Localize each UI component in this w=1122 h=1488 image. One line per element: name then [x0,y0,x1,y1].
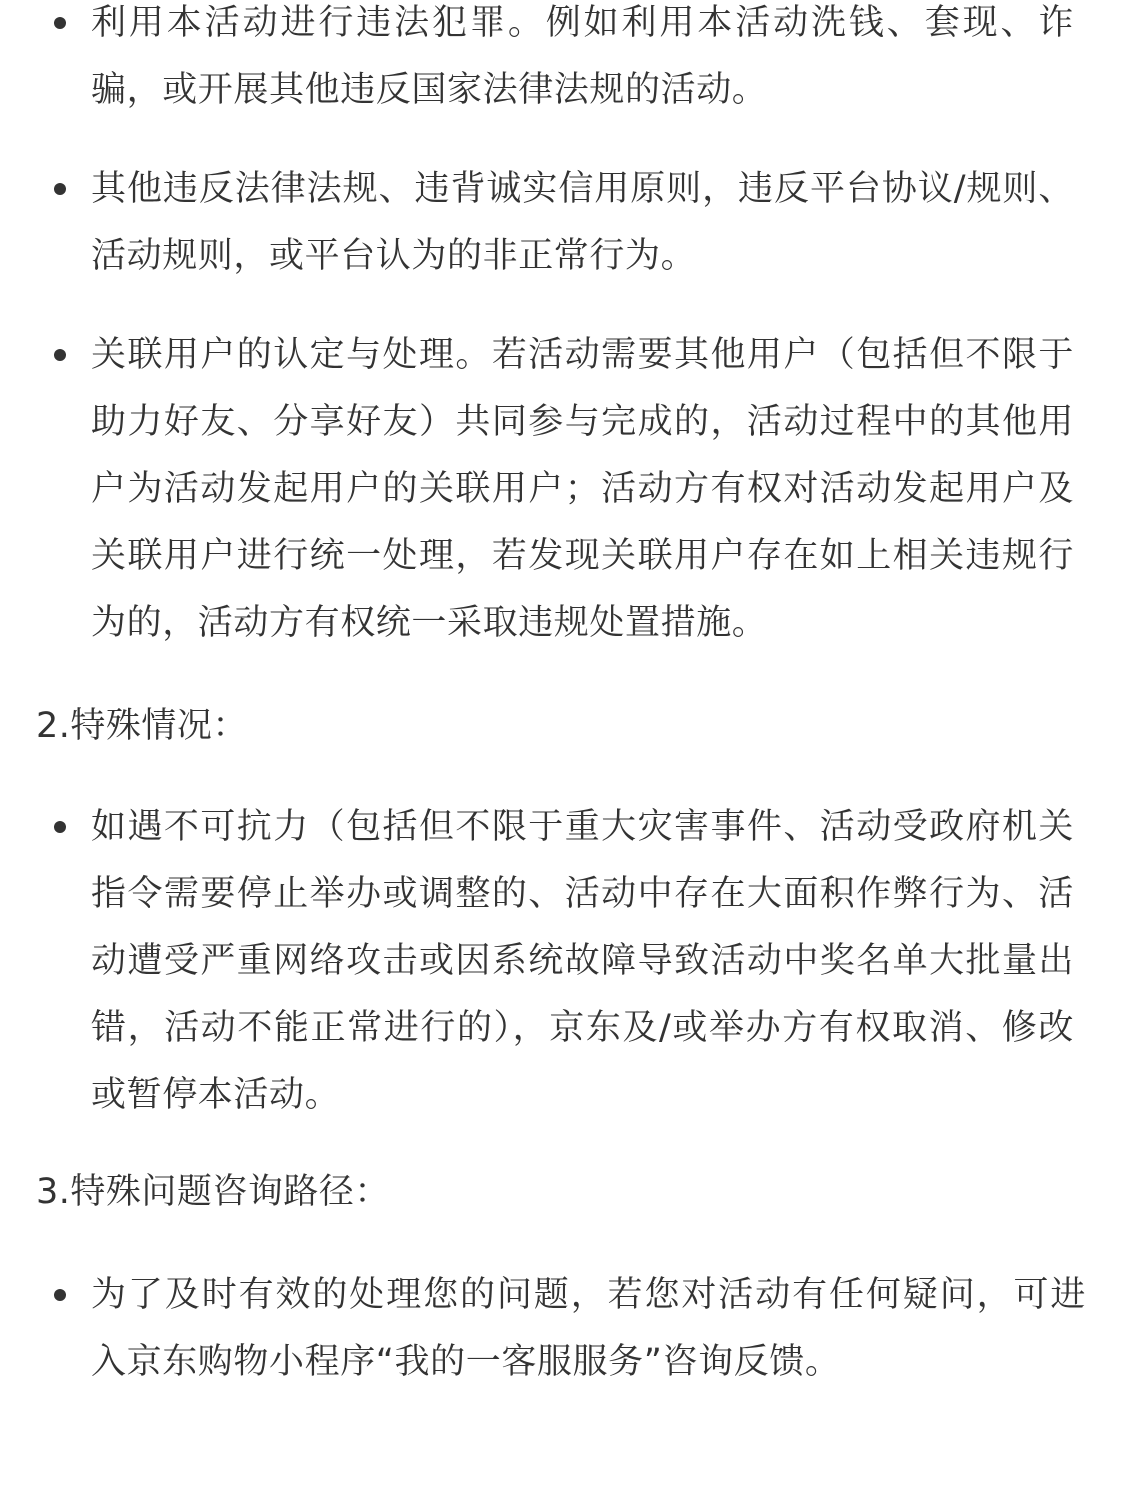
list-item [38,0,1086,124]
list-item-text: 其他违反法律法规、违背诚实信用原则，违反平台协议/规则、活动规则，或平台认为的非正常行为。 [91,169,1074,276]
bullet-icon [54,349,66,361]
section-heading-consult-path: 3.特殊问题咨询路径： [36,1172,390,1212]
bullet-icon [54,17,66,29]
section-heading-special-cases: 2.特殊情况： [36,706,248,746]
list-item [38,156,1086,290]
bullet-icon [54,821,66,833]
bullet-icon [54,183,66,195]
section2-list [38,794,1086,1129]
list-item-text: 如遇不可抗力（包括但不限于重大灾害事件、活动受政府机关指令需要停止举办或调整的、活动中存在大面积作弊行为、活动遭受严重网络攻击或因系统故障导致活动中奖名单大批量出错，活动不能正常进行的），京东及/或举办方有权取消、修改或暂停本活动。 [91,807,1074,1115]
list-item [38,1262,1098,1396]
list-item-text: 为了及时有效的处理您的问题，若您对活动有任何疑问，可进入京东购物小程序“我的一客服服务”咨询反馈。 [91,1275,1086,1382]
list-item [38,322,1086,657]
list-item-text: 利用本活动进行违法犯罪。例如利用本活动洗钱、套现、诈骗，或开展其他违反国家法律法规的活动。 [91,3,1074,110]
list-item-text: 关联用户的认定与处理。若活动需要其他用户（包括但不限于助力好友、分享好友）共同参与完成的，活动过程中的其他用户为活动发起用户的关联用户；活动方有权对活动发起用户及关联用户进行统一处理，若发现关联用户存在如上相关违规行为的，活动方有权统一采取违规处置措施。 [91,335,1074,643]
section1-list [38,0,1086,657]
section3-list [38,1262,1098,1396]
list-item [38,794,1086,1129]
bullet-icon [54,1289,66,1301]
